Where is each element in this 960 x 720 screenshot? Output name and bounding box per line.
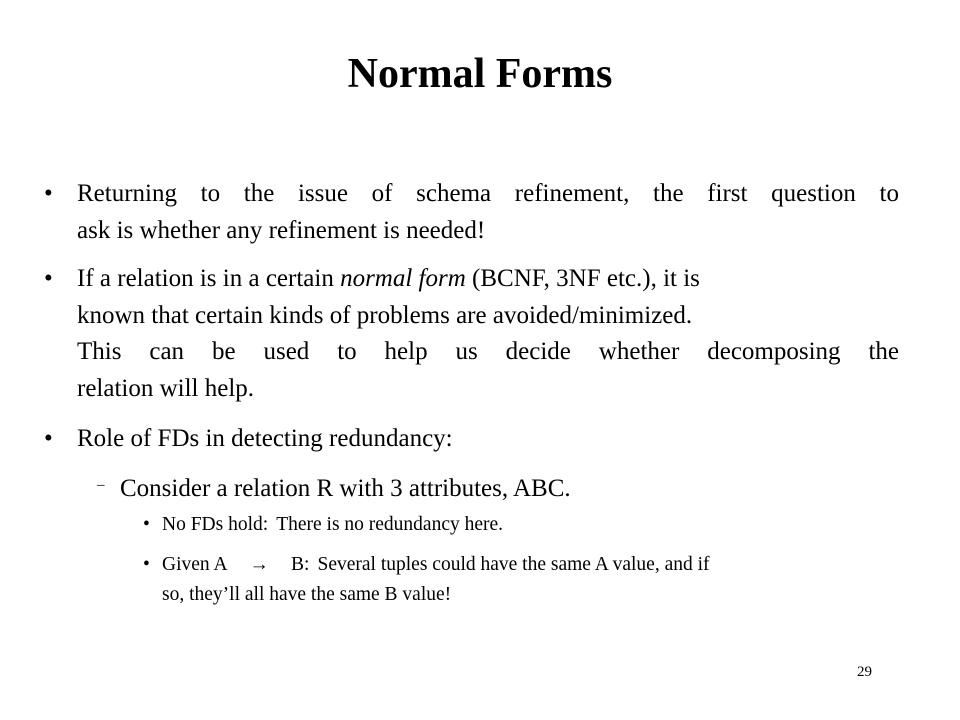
bullet-text-segment: (BCNF, 3NF etc.), it is [465,265,700,292]
sub-bullet-text [120,471,900,507]
bullet-marker: • [143,554,150,575]
right-arrow-icon: → [249,554,270,575]
bullet-marker: • [143,514,150,535]
sub-sub-bullet-text [162,550,902,610]
bullet-text [77,261,899,407]
bullet-marker: • [44,265,53,292]
dash-marker: – [97,477,105,493]
fd-description: There is no redundancy here. [276,514,504,535]
sub-sub-bullet-line: so, they’ll all have the same B value! [162,584,452,605]
bullet-line: relation will help. [77,374,255,402]
fd-label: No FDs hold: [162,514,269,535]
sub-sub-bullet-line [162,510,902,540]
emphasized-term: normal form [340,265,466,292]
bullet-marker: • [44,425,53,452]
bullet-line: Returning to the issue of schema refinement, the first question to [77,180,899,207]
sub-sub-bullet-text [162,510,902,540]
bullet-marker: • [44,180,53,207]
bullet-line: known that certain kinds of problems are avoided/minimized. [77,301,693,329]
bullet-line: Role of FDs in detecting redundancy: [77,425,453,452]
fd-label: Given A [162,554,228,575]
bullet-line [77,261,899,298]
fd-label: B: [291,554,310,575]
bullet-line: ask is whether any refinement is needed! [77,216,486,244]
bullet-text-segment: If a relation is in a certain [77,265,341,292]
sub-sub-bullet-line [162,550,902,580]
page-number: 29 [857,664,872,680]
bullet-text [77,421,899,458]
slide-title: Normal Forms [347,51,613,97]
bullet-text [77,176,899,249]
sub-bullet-line: Consider a relation R with 3 attributes, ABC. [120,475,571,502]
fd-description: Several tuples could have the same A value, and if [317,554,710,575]
bullet-line: This can be used to help us decide whether decomposing the [77,338,899,365]
